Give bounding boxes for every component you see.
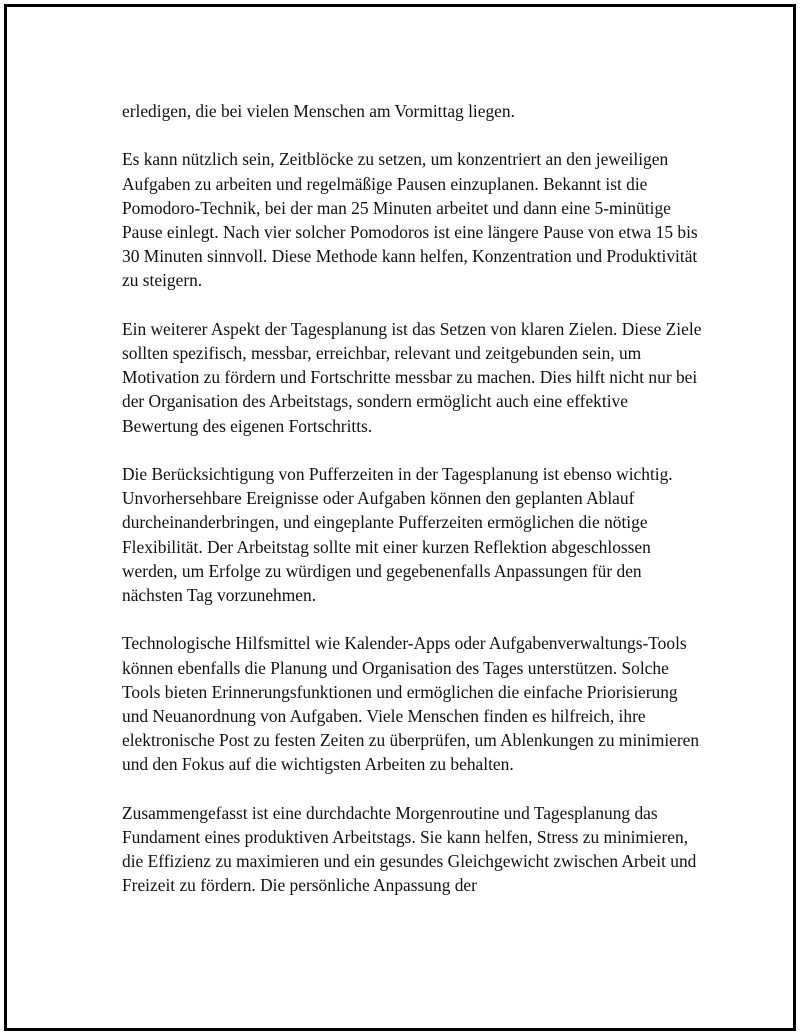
- paragraph: erledigen, die bei vielen Menschen am Vormittag liegen.: [122, 101, 515, 121]
- paragraph: Es kann nützlich sein, Zeitblöcke zu setzen, um konzentriert an den jeweiligen Aufgaben zu arbeiten und regelmäßige Pausen einzuplanen. Bekannt ist die Pomodoro-Technik, bei der man 25 Minuten arbeitet und dann eine 5-minütige Pause einlegt. Nach vier solcher Pomodoros ist eine längere Pause von etwa 15 bis 30 Minuten sinnvoll. Diese Methode kann helfen, Konzentration und Produktivität zu steigern.: [122, 149, 698, 291]
- paragraph: Die Berücksichtigung von Pufferzeiten in der Tagesplanung ist ebenso wichtig. Unvorhersehbare Ereignisse oder Aufgaben können den geplanten Ablauf durcheinanderbringen, und eingeplante Pufferzeiten ermöglichen die nötige Flexibilität. Der Arbeitstag sollte mit einer kurzen Reflektion abgeschlossen werden, um Erfolge zu würdigen und gegebenenfalls Anpassungen für den nächsten Tag vorzunehmen.: [122, 464, 673, 606]
- paragraph: Ein weiterer Aspekt der Tagesplanung ist das Setzen von klaren Zielen. Diese Ziele sollten spezifisch, messbar, erreichbar, relevant und zeitgebunden sein, um Motivation zu fördern und Fortschritte messbar zu machen. Dies hilft nicht nur bei der Organisation des Arbeitstags, sondern ermöglicht auch eine effektive Bewertung des eigenen Fortschritts.: [122, 318, 702, 436]
- paragraph: Zusammengefasst ist eine durchdachte Morgenroutine und Tagesplanung das Fundament eines produktiven Arbeitstags. Sie kann helfen, Stress zu minimieren, die Effizienz zu maximieren und ein gesundes Gleichgewicht zwischen Arbeit und Freizeit zu fördern. Die persönliche Anpassung der: [122, 802, 697, 896]
- page-frame: [4, 4, 796, 1031]
- document-body: [122, 99, 702, 922]
- paragraph: Technologische Hilfsmittel wie Kalender-Apps oder Aufgabenverwaltungs-Tools können ebenfalls die Planung und Organisation des Tages unterstützen. Solche Tools bieten Erinnerungsfunktionen und ermöglichen die einfache Priorisierung und Neuanordnung von Aufgaben. Viele Menschen finden es hilfreich, ihre elektronische Post zu festen Zeiten zu überprüfen, um Ablenkungen zu minimieren und den Fokus auf die wichtigsten Arbeiten zu behalten.: [122, 633, 700, 775]
